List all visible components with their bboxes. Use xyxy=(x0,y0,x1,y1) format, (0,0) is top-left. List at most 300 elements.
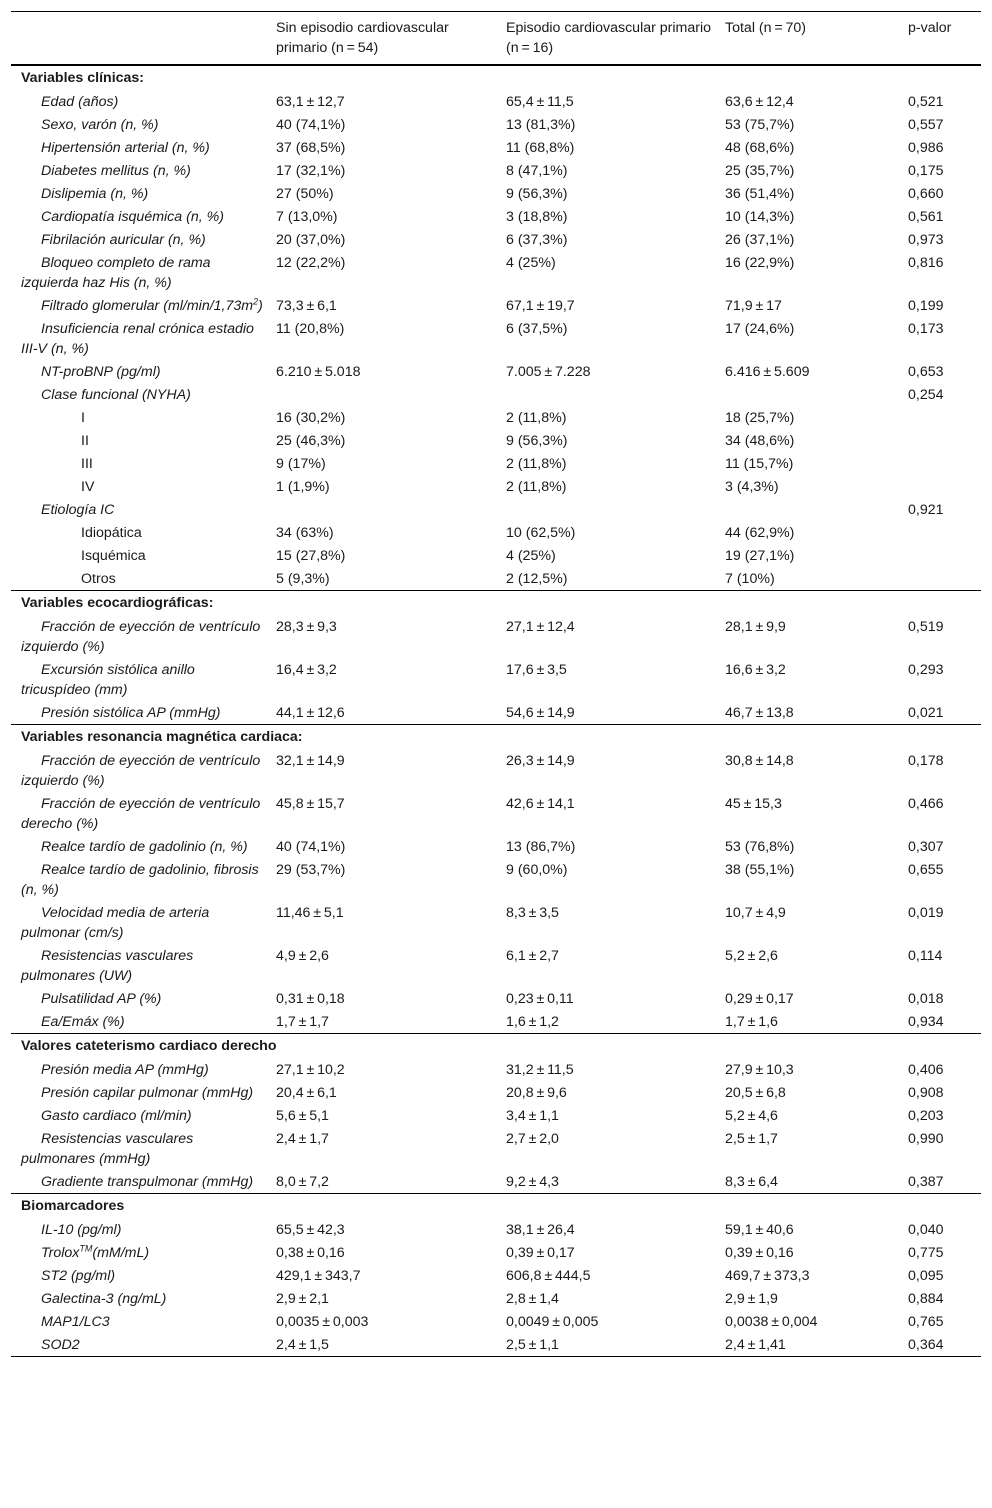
row-label xyxy=(11,475,265,498)
value-event: 54,6 ± 14,9 xyxy=(506,704,575,721)
table-row xyxy=(11,1310,981,1333)
row-label-suffix: ) xyxy=(258,297,263,314)
value-no-event: 5 (9,3%) xyxy=(276,570,330,587)
value-p: 0,018 xyxy=(908,990,944,1007)
value-p: 0,934 xyxy=(908,1013,944,1030)
row-label xyxy=(11,429,265,452)
table-row xyxy=(11,360,981,383)
value-no-event: 8,0 ± 7,2 xyxy=(276,1173,329,1190)
row-label xyxy=(11,1218,265,1241)
table-row xyxy=(11,406,981,429)
row-label-text: Presión sistólica AP (mmHg) xyxy=(41,704,221,721)
value-event: 7.005 ± 7.228 xyxy=(506,363,591,380)
value-no-event: 17 (32,1%) xyxy=(276,162,346,179)
value-no-event xyxy=(265,498,495,521)
value-no-event: 40 (74,1%) xyxy=(276,838,346,855)
value-p: 0,816 xyxy=(908,254,944,271)
value-event: 65,4 ± 11,5 xyxy=(506,93,574,110)
row-label xyxy=(11,615,265,658)
row-label xyxy=(11,136,265,159)
value-no-event: 429,1 ± 343,7 xyxy=(276,1267,361,1284)
row-label-superscript: 2 xyxy=(253,295,259,306)
row-label xyxy=(11,1241,265,1264)
row-label xyxy=(11,360,265,383)
value-no-event: 5,6 ± 5,1 xyxy=(276,1107,329,1124)
value-event: 606,8 ± 444,5 xyxy=(506,1267,591,1284)
row-label xyxy=(11,701,265,725)
row-label xyxy=(11,567,265,591)
table-row xyxy=(11,944,981,987)
value-event: 6 (37,3%) xyxy=(506,231,568,248)
row-label xyxy=(11,658,265,701)
value-no-event: 29 (53,7%) xyxy=(276,861,346,878)
section-title: Variables resonancia magnética cardiaca: xyxy=(11,725,981,750)
row-label xyxy=(11,749,265,792)
table-row xyxy=(11,251,981,294)
value-total: 44 (62,9%) xyxy=(725,524,795,541)
value-total: 0,0038 ± 0,004 xyxy=(725,1313,818,1330)
value-no-event: 28,3 ± 9,3 xyxy=(276,618,337,635)
value-total: 6.416 ± 5.609 xyxy=(725,363,810,380)
table-row xyxy=(11,1241,981,1264)
table-row xyxy=(11,1127,981,1170)
table-row xyxy=(11,615,981,658)
value-no-event: 2,4 ± 1,5 xyxy=(265,1333,495,1357)
value-event: 6,1 ± 2,7 xyxy=(506,947,559,964)
row-label xyxy=(11,1310,265,1333)
value-p xyxy=(897,567,981,591)
value-event: 8,3 ± 3,5 xyxy=(506,904,559,921)
row-label-text: Resistencias vasculares pulmonares (UW) xyxy=(21,947,194,984)
row-label xyxy=(11,1104,265,1127)
table-row xyxy=(11,1058,981,1081)
value-no-event: 44,1 ± 12,6 xyxy=(276,704,345,721)
row-label-text: Realce tardío de gadolinio (n, %) xyxy=(41,838,248,855)
row-label-text: Realce tardío de gadolinio, fibrosis (n, %) xyxy=(21,861,259,898)
row-label xyxy=(11,1333,265,1357)
value-total: 45 ± 15,3 xyxy=(725,795,782,812)
row-label xyxy=(11,1058,265,1081)
value-event xyxy=(495,383,714,406)
table-row xyxy=(11,1104,981,1127)
value-event: 8 (47,1%) xyxy=(506,162,568,179)
row-label-text: Gradiente transpulmonar (mmHg) xyxy=(41,1173,254,1190)
value-no-event: 16 (30,2%) xyxy=(276,409,346,426)
row-label-text: Idiopática xyxy=(81,524,142,541)
value-total: 18 (25,7%) xyxy=(725,409,795,426)
value-event: 17,6 ± 3,5 xyxy=(506,661,567,678)
value-total: 36 (51,4%) xyxy=(725,185,795,202)
row-label-text: Velocidad media de arteria pulmonar (cm/s) xyxy=(21,904,210,941)
value-total: 10 (14,3%) xyxy=(725,208,795,225)
value-p: 0,019 xyxy=(908,904,944,921)
row-label-text: I xyxy=(81,409,85,426)
value-total xyxy=(714,383,897,406)
value-p: 0,406 xyxy=(908,1061,944,1078)
row-label xyxy=(11,159,265,182)
value-p: 0,653 xyxy=(908,363,944,380)
value-no-event: 2,4 ± 1,7 xyxy=(276,1130,329,1147)
row-label xyxy=(11,205,265,228)
table-container xyxy=(11,11,981,1357)
value-total: 2,5 ± 1,7 xyxy=(725,1130,778,1147)
section-title: Variables ecocardiográficas: xyxy=(11,591,981,616)
table-row xyxy=(11,1170,981,1194)
value-p: 0,175 xyxy=(908,162,944,179)
row-label-text: Fracción de eyección de ventrículo izquierdo (%) xyxy=(21,618,261,655)
table-row xyxy=(11,749,981,792)
value-total: 16 (22,9%) xyxy=(725,254,795,271)
value-event: 4 (25%) xyxy=(506,547,556,564)
value-p: 0,364 xyxy=(897,1333,981,1357)
value-total: 71,9 ± 17 xyxy=(725,297,782,314)
row-label xyxy=(11,987,265,1010)
row-label-text: Isquémica xyxy=(81,547,146,564)
row-label-text: Cardiopatía isquémica (n, %) xyxy=(41,208,224,225)
table-row xyxy=(11,987,981,1010)
value-event: 67,1 ± 19,7 xyxy=(506,297,575,314)
row-label-text: Presión capilar pulmonar (mmHg) xyxy=(41,1084,254,1101)
row-label-text: Etiología IC xyxy=(41,501,115,518)
value-no-event xyxy=(265,383,495,406)
section-row xyxy=(11,1194,981,1219)
value-p xyxy=(897,475,981,498)
value-p: 0,519 xyxy=(908,618,944,635)
row-label-text: Dislipemia (n, %) xyxy=(41,185,149,202)
value-event: 4 (25%) xyxy=(506,254,556,271)
value-event: 3 (18,8%) xyxy=(506,208,568,225)
value-total: 0,39 ± 0,16 xyxy=(725,1244,794,1261)
value-total: 25 (35,7%) xyxy=(725,162,795,179)
value-no-event: 0,0035 ± 0,003 xyxy=(276,1313,369,1330)
table-row xyxy=(11,317,981,360)
table-row xyxy=(11,1010,981,1034)
value-p: 0,199 xyxy=(908,297,944,314)
table-row xyxy=(11,498,981,521)
row-label-text: Gasto cardiaco (ml/min) xyxy=(41,1107,192,1124)
value-event: 9,2 ± 4,3 xyxy=(506,1173,559,1190)
value-event: 13 (86,7%) xyxy=(506,838,576,855)
value-no-event: 63,1 ± 12,7 xyxy=(276,93,345,110)
table-row xyxy=(11,429,981,452)
value-event: 0,39 ± 0,17 xyxy=(506,1244,575,1261)
table-row xyxy=(11,567,981,591)
value-p xyxy=(897,452,981,475)
value-event: 11 (68,8%) xyxy=(506,139,575,156)
section-row xyxy=(11,65,981,90)
section-row xyxy=(11,591,981,616)
value-total: 34 (48,6%) xyxy=(725,432,795,449)
value-event: 13 (81,3%) xyxy=(506,116,576,133)
value-p: 0,990 xyxy=(908,1130,944,1147)
row-label-text: Fracción de eyección de ventrículo izquierdo (%) xyxy=(21,752,261,789)
row-label xyxy=(11,294,265,317)
table-row xyxy=(11,475,981,498)
value-total: 48 (68,6%) xyxy=(725,139,795,156)
value-event: 3,4 ± 1,1 xyxy=(506,1107,559,1124)
value-p: 0,973 xyxy=(908,231,944,248)
value-no-event: 2,9 ± 2,1 xyxy=(276,1290,329,1307)
section-title: Variables clínicas: xyxy=(21,70,145,86)
value-p: 0,921 xyxy=(908,501,944,518)
value-no-event: 32,1 ± 14,9 xyxy=(276,752,345,769)
value-p: 0,203 xyxy=(908,1107,944,1124)
value-no-event: 65,5 ± 42,3 xyxy=(276,1221,345,1238)
row-label-text: III xyxy=(81,455,93,472)
value-event: 31,2 ± 11,5 xyxy=(506,1061,574,1078)
value-event: 9 (60,0%) xyxy=(506,861,568,878)
header-event: Episodio cardiovascular primario (n = 16) xyxy=(506,20,712,56)
row-label-suffix: (mM/mL) xyxy=(92,1244,150,1261)
row-label-text: NT-proBNP (pg/ml) xyxy=(41,363,161,380)
row-label-text: Fibrilación auricular (n, %) xyxy=(41,231,206,248)
row-label-text: Sexo, varón (n, %) xyxy=(41,116,159,133)
value-no-event: 11 (20,8%) xyxy=(276,320,345,337)
value-p: 0,095 xyxy=(908,1267,944,1284)
value-p: 0,293 xyxy=(908,661,944,678)
value-total: 10,7 ± 4,9 xyxy=(725,904,786,921)
section-title: Biomarcadores xyxy=(11,1194,981,1219)
table-row xyxy=(11,658,981,701)
value-no-event: 16,4 ± 3,2 xyxy=(276,661,337,678)
row-label xyxy=(11,1127,265,1170)
value-total xyxy=(714,498,897,521)
value-no-event: 11,46 ± 5,1 xyxy=(276,904,344,921)
table-row xyxy=(11,228,981,251)
value-p: 0,660 xyxy=(908,185,944,202)
value-total: 17 (24,6%) xyxy=(725,320,795,337)
table-row xyxy=(11,792,981,835)
value-total: 469,7 ± 373,3 xyxy=(725,1267,810,1284)
value-p: 0,021 xyxy=(908,704,944,721)
value-total: 46,7 ± 13,8 xyxy=(725,704,794,721)
value-total: 8,3 ± 6,4 xyxy=(725,1173,778,1190)
table-row xyxy=(11,113,981,136)
row-label xyxy=(11,1287,265,1310)
row-label xyxy=(11,113,265,136)
table-row xyxy=(11,452,981,475)
row-label-text: Resistencias vasculares pulmonares (mmHg) xyxy=(21,1130,194,1167)
value-p: 0,655 xyxy=(908,861,944,878)
value-p: 0,387 xyxy=(908,1173,944,1190)
value-p xyxy=(897,406,981,429)
value-p xyxy=(897,429,981,452)
value-total: 3 (4,3%) xyxy=(725,478,779,495)
section-row xyxy=(11,1034,981,1059)
value-event: 2,7 ± 2,0 xyxy=(506,1130,559,1147)
value-event: 2 (11,8%) xyxy=(506,409,567,426)
header-total: Total (n = 70) xyxy=(725,20,806,36)
value-no-event: 34 (63%) xyxy=(276,524,334,541)
row-label-text: Bloqueo completo de rama izquierda haz His (n, %) xyxy=(21,254,211,291)
row-label xyxy=(11,1170,265,1194)
row-label xyxy=(11,182,265,205)
row-label-text: IV xyxy=(81,478,95,495)
table-row xyxy=(11,544,981,567)
row-label-text: SOD2 xyxy=(41,1336,80,1353)
value-total: 27,9 ± 10,3 xyxy=(725,1061,794,1078)
value-no-event: 6.210 ± 5.018 xyxy=(276,363,361,380)
row-label-text: II xyxy=(81,432,89,449)
row-label xyxy=(11,944,265,987)
row-label-text: Diabetes mellitus (n, %) xyxy=(41,162,191,179)
value-total: 26 (37,1%) xyxy=(725,231,795,248)
row-label xyxy=(11,452,265,475)
row-label xyxy=(11,835,265,858)
value-p: 0,178 xyxy=(908,752,944,769)
results-table xyxy=(11,11,981,1357)
value-no-event: 20 (37,0%) xyxy=(276,231,346,248)
value-total: 16,6 ± 3,2 xyxy=(725,661,786,678)
value-no-event: 7 (13,0%) xyxy=(276,208,338,225)
row-label xyxy=(11,90,265,113)
value-event: 27,1 ± 12,4 xyxy=(506,618,575,635)
value-no-event: 25 (46,3%) xyxy=(276,432,346,449)
value-p: 0,521 xyxy=(908,93,944,110)
value-event: 9 (56,3%) xyxy=(506,432,568,449)
table-header xyxy=(11,12,981,66)
table-row xyxy=(11,701,981,725)
value-p xyxy=(897,521,981,544)
row-label xyxy=(11,406,265,429)
header-p-value: p-valor xyxy=(908,20,952,36)
table-row xyxy=(11,521,981,544)
section-row xyxy=(11,725,981,750)
value-p: 0,884 xyxy=(908,1290,944,1307)
row-label-text: IL-10 (pg/ml) xyxy=(41,1221,122,1238)
row-label xyxy=(11,792,265,835)
value-event: 10 (62,5%) xyxy=(506,524,576,541)
value-total: 30,8 ± 14,8 xyxy=(725,752,794,769)
row-label-text: MAP1/LC3 xyxy=(41,1313,110,1330)
value-no-event: 12 (22,2%) xyxy=(276,254,346,271)
value-total: 53 (75,7%) xyxy=(725,116,795,133)
value-p: 0,986 xyxy=(908,139,944,156)
value-total: 11 (15,7%) xyxy=(725,455,794,472)
row-label xyxy=(11,1081,265,1104)
row-label-text: Excursión sistólica anillo tricuspídeo (mm) xyxy=(21,661,195,698)
value-no-event: 15 (27,8%) xyxy=(276,547,346,564)
table-row xyxy=(11,1081,981,1104)
table-row xyxy=(11,1218,981,1241)
value-p: 0,114 xyxy=(908,947,943,964)
row-label-text: Trolox xyxy=(41,1244,80,1261)
value-event: 9 (56,3%) xyxy=(506,185,568,202)
value-total: 0,29 ± 0,17 xyxy=(725,990,794,1007)
table-row xyxy=(11,901,981,944)
value-event: 42,6 ± 14,1 xyxy=(506,795,575,812)
table-body xyxy=(11,65,981,1357)
value-event: 2 (12,5%) xyxy=(506,570,568,587)
row-label xyxy=(11,228,265,251)
value-event: 0,0049 ± 0,005 xyxy=(506,1313,599,1330)
value-no-event: 1 (1,9%) xyxy=(276,478,330,495)
value-p: 0,908 xyxy=(908,1084,944,1101)
value-no-event: 37 (68,5%) xyxy=(276,139,346,156)
value-event: 38,1 ± 26,4 xyxy=(506,1221,575,1238)
value-p: 0,307 xyxy=(908,838,944,855)
row-label-text: Fracción de eyección de ventrículo derecho (%) xyxy=(21,795,261,832)
row-label xyxy=(11,317,265,360)
row-label-text: ST2 (pg/ml) xyxy=(41,1267,116,1284)
value-total: 1,7 ± 1,6 xyxy=(725,1013,778,1030)
row-label-text: Pulsatilidad AP (%) xyxy=(41,990,162,1007)
table-row xyxy=(11,294,981,317)
value-event: 2 (11,8%) xyxy=(506,478,567,495)
value-event: 20,8 ± 9,6 xyxy=(506,1084,567,1101)
table-row xyxy=(11,1333,981,1357)
value-p xyxy=(897,544,981,567)
header-no-event: Sin episodio cardiovascular primario (n = 54) xyxy=(276,20,449,56)
value-no-event: 73,3 ± 6,1 xyxy=(276,297,337,314)
row-label-text: Edad (años) xyxy=(41,93,119,110)
value-total: 28,1 ± 9,9 xyxy=(725,618,786,635)
table-row xyxy=(11,858,981,901)
row-label xyxy=(11,521,265,544)
value-p: 0,561 xyxy=(908,208,944,225)
value-total: 5,2 ± 2,6 xyxy=(725,947,778,964)
value-total: 53 (76,8%) xyxy=(725,838,795,855)
value-total: 38 (55,1%) xyxy=(725,861,795,878)
row-label xyxy=(11,544,265,567)
row-label-text: Presión media AP (mmHg) xyxy=(41,1061,209,1078)
value-event: 0,23 ± 0,11 xyxy=(506,990,574,1007)
value-event: 26,3 ± 14,9 xyxy=(506,752,575,769)
value-event: 1,6 ± 1,2 xyxy=(506,1013,559,1030)
value-p: 0,775 xyxy=(908,1244,944,1261)
value-no-event: 1,7 ± 1,7 xyxy=(276,1013,329,1030)
value-event: 2,8 ± 1,4 xyxy=(506,1290,559,1307)
row-label xyxy=(11,383,265,406)
value-p: 0,466 xyxy=(908,795,944,812)
table-row xyxy=(11,182,981,205)
row-label xyxy=(11,858,265,901)
table-row xyxy=(11,159,981,182)
value-p: 0,765 xyxy=(908,1313,944,1330)
section-title: Valores cateterismo cardiaco derecho xyxy=(11,1034,981,1059)
value-total: 59,1 ± 40,6 xyxy=(725,1221,794,1238)
table-row xyxy=(11,90,981,113)
value-no-event: 45,8 ± 15,7 xyxy=(276,795,345,812)
table-row xyxy=(11,205,981,228)
value-event xyxy=(495,498,714,521)
value-total: 5,2 ± 4,6 xyxy=(725,1107,778,1124)
value-no-event: 20,4 ± 6,1 xyxy=(276,1084,337,1101)
row-label-text: Ea/Emáx (%) xyxy=(41,1013,125,1030)
row-label xyxy=(11,251,265,294)
value-total: 2,4 ± 1,41 xyxy=(714,1333,897,1357)
value-p: 0,040 xyxy=(908,1221,944,1238)
value-no-event: 9 (17%) xyxy=(276,455,326,472)
row-label-text: Otros xyxy=(81,570,116,587)
row-label-text: Filtrado glomerular (ml/min/1,73m xyxy=(41,297,254,314)
value-no-event: 27,1 ± 10,2 xyxy=(276,1061,345,1078)
value-p: 0,254 xyxy=(908,386,944,403)
value-event: 2 (11,8%) xyxy=(506,455,567,472)
header-variable xyxy=(11,12,265,66)
row-label-text: Galectina-3 (ng/mL) xyxy=(41,1290,167,1307)
value-p: 0,557 xyxy=(908,116,944,133)
table-row xyxy=(11,1287,981,1310)
value-event: 2,5 ± 1,1 xyxy=(495,1333,714,1357)
row-label-text: Insuficiencia renal crónica estadio III-V (n, %) xyxy=(21,320,254,357)
value-total: 20,5 ± 6,8 xyxy=(725,1084,786,1101)
value-total: 2,9 ± 1,9 xyxy=(725,1290,778,1307)
value-total: 19 (27,1%) xyxy=(725,547,795,564)
row-label xyxy=(11,1264,265,1287)
row-label-superscript: TM xyxy=(79,1242,93,1253)
value-total: 63,6 ± 12,4 xyxy=(725,93,794,110)
